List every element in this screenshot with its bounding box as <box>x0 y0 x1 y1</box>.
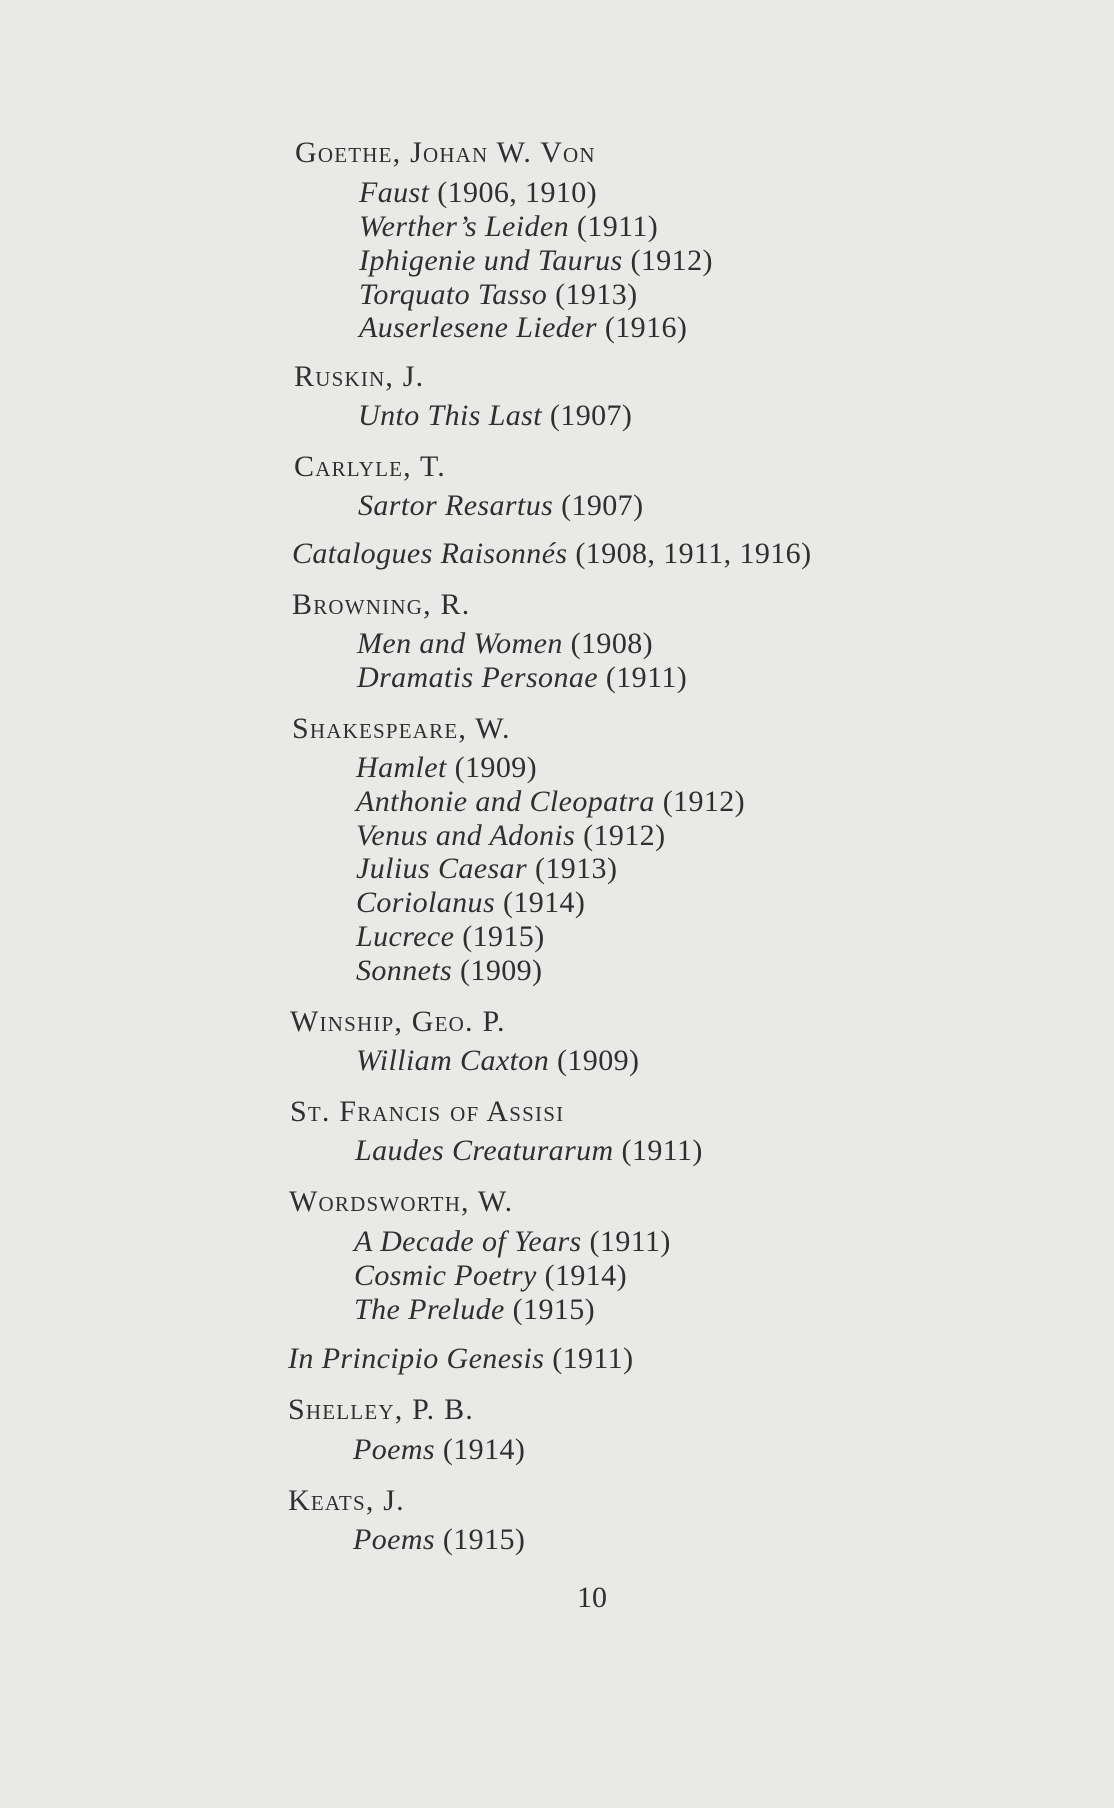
work-dates: (1913) <box>534 852 618 885</box>
work-entry <box>353 1433 525 1467</box>
author-heading: Browning, R. <box>292 588 471 621</box>
work-entry <box>359 244 713 278</box>
author-heading: Wordsworth, W. <box>289 1185 514 1218</box>
work-title: In Principio Genesis <box>288 1342 545 1375</box>
work-title: Faust <box>359 176 430 209</box>
work-dates: (1908) <box>570 627 654 660</box>
work-title: Lucrece <box>356 920 455 953</box>
work-entry <box>356 751 537 785</box>
work-title: Poems <box>353 1433 435 1466</box>
work-entry <box>357 661 687 695</box>
work-dates: (1907) <box>561 489 644 522</box>
work-dates: (1909) <box>557 1044 640 1077</box>
work-title: Hamlet <box>356 751 447 784</box>
work-dates: (1911) <box>621 1134 703 1167</box>
work-title: Dramatis Personae <box>357 661 598 694</box>
work-entry <box>354 1259 627 1293</box>
work-entry <box>359 278 638 312</box>
author-heading: Carlyle, T. <box>294 450 446 483</box>
work-entry <box>355 1134 703 1168</box>
work-entry <box>359 176 597 210</box>
author-heading: Winship, Geo. P. <box>290 1005 506 1038</box>
work-title: Cosmic Poetry <box>354 1259 537 1292</box>
work-entry <box>354 1225 671 1259</box>
author-heading: St. Francis of Assisi <box>290 1095 565 1128</box>
work-entry <box>356 954 542 988</box>
work-title: Auserlesene Lieder <box>359 311 597 344</box>
work-dates: (1916) <box>604 311 688 344</box>
work-entry <box>356 819 665 853</box>
work-entry <box>357 627 653 661</box>
work-title: Werther’s Leiden <box>359 210 570 243</box>
work-dates: (1913) <box>555 278 638 311</box>
work-dates: (1911) <box>605 661 688 694</box>
work-title: Laudes Creaturarum <box>355 1134 614 1167</box>
work-title: Torquato Tasso <box>359 278 548 311</box>
work-dates: (1911) <box>576 210 659 243</box>
work-entry <box>353 1523 525 1557</box>
author-heading: Keats, J. <box>288 1484 405 1517</box>
work-dates: (1914) <box>502 886 586 919</box>
work-entry <box>356 1044 639 1078</box>
work-dates: (1914) <box>442 1433 526 1466</box>
work-entry <box>354 1293 595 1327</box>
work-title: Sonnets <box>356 954 453 987</box>
work-entry <box>359 210 658 244</box>
work-dates: (1915) <box>512 1293 596 1326</box>
work-entry <box>358 399 632 433</box>
work-dates: (1912) <box>583 819 666 852</box>
standalone-entry <box>288 1342 633 1376</box>
work-dates: (1915) <box>442 1523 526 1556</box>
work-entry <box>359 311 687 345</box>
work-title: Men and Women <box>357 627 563 660</box>
work-dates: (1911) <box>589 1225 671 1258</box>
work-dates: (1909) <box>454 751 538 784</box>
work-title: Unto This Last <box>358 399 542 432</box>
work-title: William Caxton <box>356 1044 550 1077</box>
work-entry <box>356 886 585 920</box>
work-dates: (1914) <box>544 1259 627 1292</box>
author-heading: Ruskin, J. <box>294 360 425 393</box>
work-dates: (1915) <box>462 920 545 953</box>
author-heading: Shelley, P. B. <box>288 1393 474 1426</box>
work-title: Iphigenie und Taurus <box>359 244 623 277</box>
work-dates: (1906, 1910) <box>437 176 598 209</box>
standalone-entry <box>292 537 811 571</box>
work-title: Sartor Resartus <box>358 489 554 522</box>
work-title: Poems <box>353 1523 435 1556</box>
work-dates: (1908, 1911, 1916) <box>575 537 812 570</box>
work-entry <box>356 920 545 954</box>
work-dates: (1912) <box>630 244 713 277</box>
work-dates: (1909) <box>460 954 543 987</box>
work-title: Julius Caesar <box>356 852 528 885</box>
work-dates: (1907) <box>549 399 633 432</box>
work-title: A Decade of Years <box>354 1225 582 1258</box>
author-heading: Shakespeare, W. <box>292 712 511 745</box>
work-dates: (1911) <box>552 1342 634 1375</box>
work-title: The Prelude <box>354 1293 505 1326</box>
work-entry <box>356 852 617 886</box>
work-title: Anthonie and Cleopatra <box>356 785 655 818</box>
page-number: 10 <box>577 1581 607 1614</box>
work-dates: (1912) <box>662 785 746 818</box>
work-title: Coriolanus <box>356 886 496 919</box>
work-title: Venus and Adonis <box>356 819 576 852</box>
work-entry <box>356 785 745 819</box>
work-entry <box>358 489 643 523</box>
author-heading: Goethe, Johan W. Von <box>295 136 596 169</box>
work-title: Catalogues Raisonnés <box>292 537 568 570</box>
